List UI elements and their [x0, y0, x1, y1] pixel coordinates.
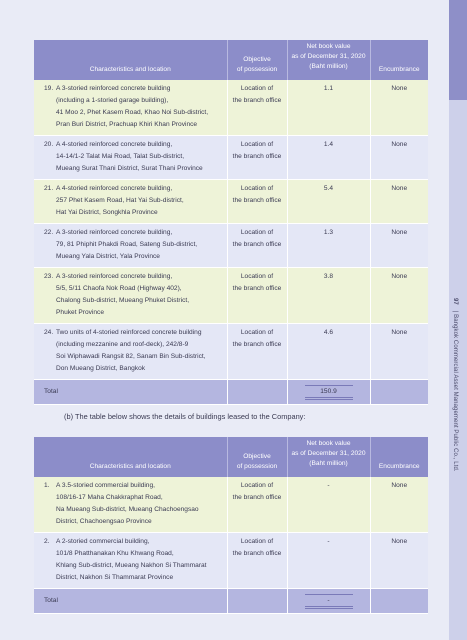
cell-characteristics: [34, 477, 227, 533]
objective-line: Location of: [240, 538, 274, 545]
total-empty-cell: [370, 589, 428, 614]
item-number: 23.: [44, 273, 54, 280]
item-text-line: (including mezzanine and roof-deck), 242/8-9: [56, 341, 189, 348]
item-text: [56, 139, 223, 175]
objective-line: the branch office: [232, 241, 282, 248]
cell-encumbrance: None: [370, 533, 428, 589]
item-text-line: A 2-storied commercial building,: [56, 538, 150, 545]
objective-line: the branch office: [232, 341, 282, 348]
objective-line: the branch office: [232, 197, 282, 204]
cell-objective: [227, 324, 287, 380]
header-nbv-line1: Net book value: [306, 440, 351, 447]
cell-characteristics: [34, 324, 227, 380]
item-description: [44, 536, 223, 584]
item-text: [56, 536, 223, 584]
separator: |: [452, 310, 458, 315]
cell-encumbrance: None: [370, 268, 428, 324]
cell-objective: [227, 224, 287, 268]
total-empty-cell: [370, 380, 428, 405]
objective-line: Location of: [240, 141, 274, 148]
cell-net-book-value: 1.4: [287, 136, 370, 180]
cell-encumbrance: None: [370, 136, 428, 180]
cell-characteristics: [34, 136, 227, 180]
cell-characteristics: [34, 180, 227, 224]
cell-objective: [227, 268, 287, 324]
table-row: [34, 324, 428, 380]
item-text-line: Mueang Yala District, Yala Province: [56, 253, 160, 260]
item-text-line: A 3-storied reinforced concrete building,: [56, 229, 173, 236]
item-text-line: 79, 81 Phiphit Phakdi Road, Sateng Sub-district,: [56, 241, 198, 248]
objective-line: Location of: [240, 482, 274, 489]
owned-buildings-table: [34, 40, 428, 405]
item-text-line: Chalong Sub-district, Mueang Phuket District,: [56, 297, 190, 304]
header-encumbrance: Encumbrance: [370, 40, 428, 80]
cell-objective: [227, 477, 287, 533]
item-number: 20.: [44, 141, 54, 148]
table-row: [34, 136, 428, 180]
table-row: [34, 477, 428, 533]
cell-encumbrance: None: [370, 477, 428, 533]
table-row: [34, 224, 428, 268]
item-text-line: 101/8 Phatthanakan Khu Khwang Road,: [56, 550, 174, 557]
item-text-line: Hat Yai District, Songkhla Province: [56, 209, 158, 216]
leased-buildings-body: [34, 477, 428, 614]
cell-net-book-value: 3.8: [287, 268, 370, 324]
leased-buildings-table: [34, 437, 428, 614]
cell-objective: [227, 533, 287, 589]
item-text-line: 257 Phet Kasem Road, Hat Yai Sub-district,: [56, 197, 184, 204]
header-objective: [227, 40, 287, 80]
cell-net-book-value: 1.1: [287, 80, 370, 136]
owned-buildings-body: [34, 80, 428, 405]
side-tab-accent: [449, 0, 467, 100]
total-value-cell: [287, 589, 370, 614]
item-description: [44, 139, 223, 175]
objective-line: Location of: [240, 329, 274, 336]
item-text-line: Don Mueang District, Bangkok: [56, 365, 146, 372]
total-label: Total: [34, 589, 227, 614]
objective-line: Location of: [240, 273, 274, 280]
table-row: [34, 268, 428, 324]
table-row: [34, 180, 428, 224]
item-text-line: 41 Moo 2, Phet Kasem Road, Khao Noi Sub-district,: [56, 109, 209, 116]
item-description: [44, 271, 223, 319]
header-encumbrance: Encumbrance: [370, 437, 428, 477]
table-row: [34, 80, 428, 136]
cell-net-book-value: -: [287, 533, 370, 589]
objective-line: Location of: [240, 185, 274, 192]
total-row: [34, 589, 428, 614]
header-net-book-value: [287, 40, 370, 80]
item-number: 19.: [44, 85, 54, 92]
cell-encumbrance: None: [370, 180, 428, 224]
item-text-line: A 3-storied reinforced concrete building: [56, 85, 171, 92]
item-text-line: Khlang Sub-district, Mueang Nakhon Si Thammarat: [56, 562, 207, 569]
cell-net-book-value: -: [287, 477, 370, 533]
header-net-book-value: [287, 437, 370, 477]
item-text-line: A 4-storied reinforced concrete building,: [56, 141, 173, 148]
item-text: [56, 480, 223, 528]
total-value: -: [305, 594, 353, 609]
item-text-line: Mueang Surat Thani District, Surat Thani Province: [56, 165, 203, 172]
item-text-line: (including a 1-storied garage building),: [56, 97, 169, 104]
total-label: Total: [34, 380, 227, 405]
item-description: [44, 327, 223, 375]
item-description: [44, 183, 223, 219]
cell-objective: [227, 80, 287, 136]
cell-characteristics: [34, 80, 227, 136]
total-row: [34, 380, 428, 405]
item-text-line: Phuket Province: [56, 309, 105, 316]
item-text-line: A 4-storied reinforced concrete building,: [56, 185, 173, 192]
cell-objective: [227, 136, 287, 180]
header-nbv-line3: (Baht million): [309, 63, 348, 70]
cell-characteristics: [34, 224, 227, 268]
cell-net-book-value: 5.4: [287, 180, 370, 224]
header-objective: [227, 437, 287, 477]
side-running-text: [452, 298, 458, 472]
total-value-cell: [287, 380, 370, 405]
total-empty-cell: [227, 380, 287, 405]
table-header-row: [34, 437, 428, 477]
item-description: [44, 227, 223, 263]
item-text-line: 5/5, 5/11 Chaofa Nok Road (Highway 402),: [56, 285, 182, 292]
item-number: 22.: [44, 229, 54, 236]
table-row: [34, 533, 428, 589]
objective-line: the branch office: [232, 285, 282, 292]
item-text: [56, 183, 223, 219]
leased-section-intro: (b) The table below shows the details of buildings leased to the Company:: [64, 412, 306, 421]
header-nbv-line2: as of December 31, 2020: [291, 53, 366, 60]
item-text: [56, 83, 223, 131]
side-tab: [449, 0, 467, 640]
objective-line: the branch office: [232, 550, 282, 557]
item-text-line: Na Mueang Sub-district, Mueang Chachoengsao: [56, 506, 199, 513]
cell-net-book-value: 1.3: [287, 224, 370, 268]
item-text-line: Two units of 4-storied reinforced concrete building: [56, 329, 202, 336]
header-nbv-line1: Net book value: [306, 43, 351, 50]
header-characteristics: Characteristics and location: [34, 40, 227, 80]
cell-encumbrance: None: [370, 80, 428, 136]
item-text-line: 14-14/1-2 Talat Mai Road, Talat Sub-district,: [56, 153, 185, 160]
objective-line: the branch office: [232, 97, 282, 104]
header-nbv-line3: (Baht million): [309, 460, 348, 467]
cell-objective: [227, 180, 287, 224]
header-objective-line1: Objective: [243, 56, 271, 63]
item-number: 24.: [44, 329, 54, 336]
objective-line: the branch office: [232, 153, 282, 160]
item-text: [56, 227, 223, 263]
item-text: [56, 271, 223, 319]
cell-characteristics: [34, 533, 227, 589]
item-text: [56, 327, 223, 375]
cell-net-book-value: 4.6: [287, 324, 370, 380]
header-objective-line2: of possession: [236, 66, 278, 73]
item-number: 21.: [44, 185, 54, 192]
item-text-line: A 3.5-storied commercial building,: [56, 482, 155, 489]
table-header-row: [34, 40, 428, 80]
item-text-line: A 3-storied reinforced concrete building,: [56, 273, 173, 280]
total-empty-cell: [227, 589, 287, 614]
header-characteristics: Characteristics and location: [34, 437, 227, 477]
company-name: Bangkok Commercial Asset Management Public Co., Ltd.: [452, 314, 458, 472]
item-text-line: Pran Buri District, Prachuap Khiri Khan Province: [56, 121, 198, 128]
item-text-line: District, Nakhon Si Thammarat Province: [56, 574, 174, 581]
item-number: 2.: [44, 538, 50, 545]
item-description: [44, 83, 223, 131]
item-text-line: District, Chachoengsao Province: [56, 518, 152, 525]
item-text-line: 108/16-17 Maha Chakkraphat Road,: [56, 494, 163, 501]
objective-line: Location of: [240, 85, 274, 92]
cell-encumbrance: None: [370, 324, 428, 380]
objective-line: the branch office: [232, 494, 282, 501]
item-number: 1.: [44, 482, 50, 489]
total-value: 150.9: [305, 385, 353, 400]
cell-encumbrance: None: [370, 224, 428, 268]
header-objective-line2: of possession: [236, 463, 278, 470]
page-number: 97: [452, 298, 458, 305]
header-objective-line1: Objective: [243, 453, 271, 460]
header-nbv-line2: as of December 31, 2020: [291, 450, 366, 457]
item-description: [44, 480, 223, 528]
cell-characteristics: [34, 268, 227, 324]
item-text-line: Soi Wiphawadi Rangsit 82, Sanam Bin Sub-district,: [56, 353, 206, 360]
objective-line: Location of: [240, 229, 274, 236]
